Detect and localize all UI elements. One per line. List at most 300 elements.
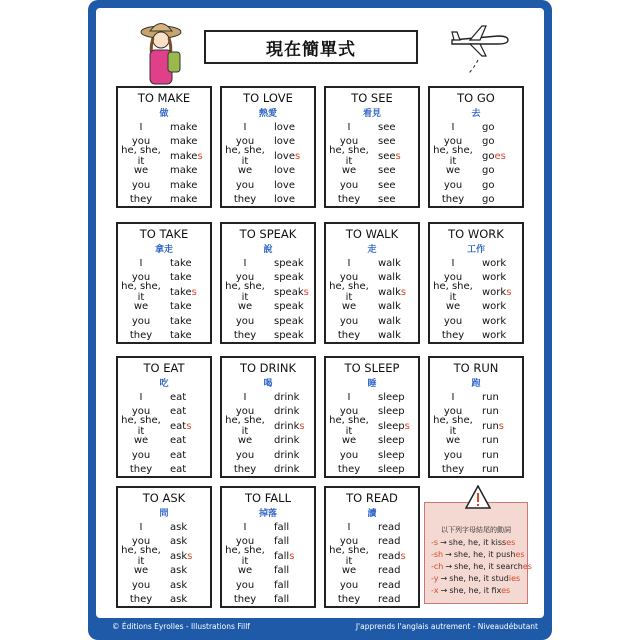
verb-form: see	[378, 121, 396, 133]
verb-translation: 說	[263, 245, 273, 255]
pronoun: they	[129, 594, 153, 606]
pronoun: we	[237, 435, 253, 447]
pronoun: I	[139, 391, 143, 403]
third-person-ending: s	[191, 286, 197, 298]
pronoun: they	[337, 194, 361, 206]
conjugation-row	[118, 593, 210, 608]
verb-form: speak	[274, 330, 304, 342]
third-person-ending: s	[187, 550, 193, 562]
conjugation-table	[430, 120, 522, 207]
conjugation-row	[430, 390, 522, 405]
verb-form: read	[378, 594, 401, 606]
conjugation-row	[430, 415, 522, 438]
pronoun: they	[441, 464, 465, 476]
verb-infinitive: TO MAKE	[137, 91, 191, 105]
verb-card	[428, 86, 524, 208]
verb-form: drink	[274, 391, 300, 403]
rule-example: she, he, it push	[453, 550, 516, 559]
pronoun: we	[445, 301, 461, 313]
verb-form: go	[482, 179, 495, 191]
verb-card	[220, 486, 316, 608]
verb-translation: 吃	[159, 379, 169, 389]
pronoun: they	[337, 330, 361, 342]
verb-form: sees	[378, 150, 401, 162]
verb-form: run	[482, 464, 499, 476]
verb-form: go	[482, 136, 495, 148]
airplane-icon	[448, 22, 512, 78]
pronoun: they	[233, 594, 257, 606]
conjugation-row	[326, 463, 418, 478]
conjugation-row	[430, 448, 522, 463]
rule-ending: es	[506, 538, 516, 547]
conjugation-row	[222, 300, 314, 315]
pronoun: we	[133, 435, 149, 447]
conjugation-row	[222, 329, 314, 344]
spelling-rule	[431, 549, 527, 561]
pronoun: you	[235, 136, 255, 148]
arrow-right-icon: →	[440, 538, 447, 547]
conjugation-row	[222, 164, 314, 179]
verb-infinitive: TO GO	[457, 91, 495, 105]
rule-suffix: -sh	[431, 550, 444, 559]
pronoun: you	[235, 579, 255, 591]
verb-translation: 工作	[466, 245, 485, 255]
pronoun: we	[445, 165, 461, 177]
pronoun: you	[443, 406, 463, 418]
pronoun: you	[339, 449, 359, 461]
spelling-rule	[431, 561, 532, 573]
spelling-rule	[431, 573, 527, 585]
pronoun: you	[131, 272, 151, 284]
rule-ending: ies	[508, 574, 521, 583]
conjugation-row	[118, 193, 210, 208]
pronoun: he, she, it	[433, 281, 473, 304]
verb-form: drink	[274, 449, 300, 461]
conjugation-table	[326, 120, 418, 207]
verb-form: speak	[274, 301, 304, 313]
verb-form: go	[482, 165, 495, 177]
pronoun: they	[233, 464, 257, 476]
third-person-ending: s	[299, 420, 305, 432]
conjugation-row	[326, 164, 418, 179]
conjugation-row	[222, 448, 314, 463]
conjugation-row	[326, 329, 418, 344]
conjugation-row	[430, 164, 522, 179]
verb-form: fall	[274, 536, 290, 548]
verb-translation: 做	[159, 109, 169, 119]
third-person-ending: s	[506, 286, 512, 298]
verb-form: run	[482, 435, 499, 447]
third-person-ending: s	[400, 550, 406, 562]
verb-card	[116, 486, 212, 608]
conjugation-row	[430, 256, 522, 271]
pronoun: he, she, it	[121, 281, 161, 304]
verb-translation: 問	[159, 509, 169, 519]
pronoun: I	[347, 391, 351, 403]
conjugation-table	[326, 256, 418, 343]
pronoun: you	[131, 406, 151, 418]
pronoun: they	[441, 330, 465, 342]
verb-form: drink	[274, 464, 300, 476]
conjugation-row	[222, 520, 314, 535]
pronoun: we	[341, 165, 357, 177]
conjugation-row	[430, 329, 522, 344]
verb-infinitive: TO TAKE	[139, 227, 189, 241]
conjugation-table	[222, 520, 314, 607]
pronoun: I	[243, 121, 247, 133]
verb-form: drink	[274, 435, 300, 447]
verb-form: walk	[378, 272, 401, 284]
verb-form: falls	[274, 550, 295, 562]
conjugation-row	[326, 300, 418, 315]
verb-form: ask	[170, 565, 188, 577]
verb-form: sleep	[378, 435, 405, 447]
pronoun: you	[235, 315, 255, 327]
conjugation-row	[118, 164, 210, 179]
verb-translation: 去	[471, 109, 481, 119]
pronoun: you	[339, 179, 359, 191]
pronoun: you	[339, 536, 359, 548]
conjugation-row	[430, 193, 522, 208]
pronoun: he, she, it	[225, 545, 265, 568]
conjugation-table	[118, 120, 210, 207]
conjugation-row	[118, 281, 210, 304]
conjugation-row	[222, 120, 314, 135]
pronoun: you	[443, 179, 463, 191]
verb-form: ask	[170, 594, 188, 606]
verb-form: fall	[274, 565, 290, 577]
conjugation-table	[430, 256, 522, 343]
verb-form: go	[482, 121, 495, 133]
verb-translation: 掉落	[258, 509, 277, 519]
conjugation-row	[222, 564, 314, 579]
verb-form: speak	[274, 257, 304, 269]
conjugation-row	[326, 520, 418, 535]
rule-suffix: -ch	[431, 562, 444, 571]
pronoun: I	[139, 257, 143, 269]
verb-form: take	[170, 315, 192, 327]
conjugation-row	[326, 390, 418, 405]
pronoun: I	[347, 121, 351, 133]
pronoun: they	[129, 464, 153, 476]
pronoun: you	[131, 179, 151, 191]
pronoun: you	[131, 536, 151, 548]
conjugation-row	[326, 256, 418, 271]
conjugation-row	[118, 256, 210, 271]
verb-form: make	[170, 121, 198, 133]
page-title: 現在簡單式	[204, 30, 418, 64]
pronoun: I	[451, 257, 455, 269]
arrow-right-icon: →	[440, 574, 448, 583]
pronoun: he, she, it	[433, 145, 473, 168]
conjugation-row	[430, 145, 522, 168]
conjugation-row	[118, 178, 210, 193]
pronoun: we	[133, 565, 149, 577]
verb-form: drinks	[274, 420, 305, 432]
third-person-ending: s	[294, 150, 301, 162]
conjugation-table	[222, 256, 314, 343]
verb-form: makes	[170, 150, 203, 162]
pronoun: we	[237, 565, 253, 577]
footer-credit: © Éditions Eyrolles - Illustrations Fillf	[112, 622, 250, 631]
pronoun: I	[139, 121, 143, 133]
pronoun: they	[233, 330, 257, 342]
verb-form: sleep	[378, 464, 405, 476]
verb-form: go	[482, 194, 495, 206]
conjugation-row	[222, 256, 314, 271]
conjugation-row	[326, 193, 418, 208]
pronoun: he, she, it	[121, 415, 161, 438]
pronoun: you	[443, 136, 463, 148]
verb-form: works	[482, 286, 512, 298]
verb-translation: 睡	[367, 379, 377, 389]
verb-form: ask	[170, 579, 188, 591]
verb-form: run	[482, 391, 499, 403]
pronoun: we	[237, 165, 253, 177]
verb-form: sleep	[378, 406, 405, 418]
conjugation-row	[326, 145, 418, 168]
rule-example: she, he, it search	[454, 562, 523, 571]
verb-form: ask	[170, 521, 188, 533]
verb-form: fall	[274, 579, 290, 591]
conjugation-row	[222, 281, 314, 304]
verb-card	[324, 86, 420, 208]
pronoun: we	[237, 301, 253, 313]
verb-form: take	[170, 330, 192, 342]
conjugation-table	[326, 390, 418, 477]
verb-form: run	[482, 449, 499, 461]
third-person-ending: s	[404, 420, 410, 432]
third-person-ending: es	[494, 150, 506, 162]
verb-form: sleeps	[378, 420, 410, 432]
pronoun: I	[243, 257, 247, 269]
verb-form: eat	[170, 464, 187, 476]
conjugation-row	[118, 578, 210, 593]
pronoun: I	[451, 121, 455, 133]
verb-form: walks	[378, 286, 407, 298]
verb-form: work	[482, 272, 507, 284]
conjugation-table	[118, 256, 210, 343]
verb-form: love	[274, 136, 295, 148]
rule-suffix: -y	[431, 574, 439, 583]
spelling-rules-title: 以下列字母結尾的動詞	[441, 526, 511, 534]
verb-card	[116, 356, 212, 478]
pronoun: he, she, it	[225, 145, 265, 168]
verb-card	[324, 222, 420, 344]
rule-ending: es	[515, 550, 525, 559]
verb-card	[220, 356, 316, 478]
arrow-right-icon: →	[445, 562, 453, 571]
verb-card	[324, 486, 420, 608]
rule-example: she, he, it fix	[449, 586, 502, 595]
verb-form: work	[482, 257, 507, 269]
verb-form: read	[378, 579, 401, 591]
verb-form: eat	[170, 449, 187, 461]
footer-series: J'apprends l'anglais autrement - Niveaudébutant	[355, 622, 538, 631]
verb-infinitive: TO RUN	[453, 361, 499, 375]
pronoun: I	[347, 257, 351, 269]
pronoun: I	[243, 521, 247, 533]
conjugation-row	[222, 545, 314, 568]
pronoun: you	[339, 272, 359, 284]
pronoun: you	[131, 579, 151, 591]
conjugation-row	[326, 178, 418, 193]
verb-translation: 熱愛	[258, 109, 277, 119]
verb-form: speak	[274, 315, 304, 327]
conjugation-row	[326, 281, 418, 304]
pronoun: they	[129, 194, 153, 206]
conjugation-row	[118, 314, 210, 329]
conjugation-row	[222, 390, 314, 405]
verb-form: reads	[378, 550, 406, 562]
verb-form: eat	[170, 391, 187, 403]
conjugation-row	[430, 300, 522, 315]
conjugation-row	[118, 300, 210, 315]
conjugation-row	[326, 448, 418, 463]
third-person-ending: s	[303, 286, 309, 298]
verb-infinitive: TO WALK	[345, 227, 399, 241]
verb-form: takes	[170, 286, 197, 298]
pronoun: he, she, it	[121, 545, 161, 568]
verb-form: runs	[482, 420, 505, 432]
pronoun: they	[233, 194, 257, 206]
third-person-ending: s	[498, 420, 505, 432]
verb-card	[324, 356, 420, 478]
verb-form: read	[378, 521, 401, 533]
verb-infinitive: TO DRINK	[239, 361, 297, 375]
arrow-right-icon: →	[445, 550, 452, 559]
verb-card	[116, 86, 212, 208]
verb-form: make	[170, 165, 198, 177]
spelling-rules-box	[424, 502, 532, 604]
conjugation-row	[326, 120, 418, 135]
conjugation-row	[430, 120, 522, 135]
verb-form: walk	[378, 330, 401, 342]
verb-form: work	[482, 330, 507, 342]
verb-form: walk	[378, 301, 401, 313]
pronoun: they	[337, 594, 361, 606]
verb-form: sleep	[378, 449, 405, 461]
rule-example: she, he, it kiss	[448, 538, 507, 547]
spelling-rules-list	[431, 537, 532, 597]
pronoun: you	[131, 315, 151, 327]
verb-infinitive: TO SEE	[351, 91, 393, 105]
rule-ending: es	[501, 586, 511, 595]
verb-card	[428, 356, 524, 478]
warning-icon	[465, 485, 491, 509]
conjugation-row	[222, 434, 314, 449]
pronoun: he, she, it	[329, 145, 369, 168]
conjugation-table	[222, 120, 314, 207]
conjugation-row	[430, 281, 522, 304]
third-person-ending: s	[197, 150, 203, 162]
verb-infinitive: TO SPEAK	[239, 227, 297, 241]
verb-form: see	[378, 136, 396, 148]
verb-form: fall	[274, 594, 290, 606]
pronoun: you	[235, 272, 255, 284]
verb-translation: 走	[367, 245, 377, 255]
conjugation-table	[326, 520, 418, 607]
verb-form: take	[170, 301, 192, 313]
verb-infinitive: TO FALL	[245, 491, 291, 505]
verb-form: goes	[482, 150, 506, 162]
conjugation-row	[118, 390, 210, 405]
pronoun: you	[131, 449, 151, 461]
pronoun: he, she, it	[329, 415, 369, 438]
verb-form: read	[378, 536, 401, 548]
pronoun: we	[133, 165, 149, 177]
conjugation-table	[118, 390, 210, 477]
verb-form: fall	[274, 521, 290, 533]
conjugation-table	[118, 520, 210, 607]
conjugation-row	[326, 545, 418, 568]
pronoun: they	[337, 464, 361, 476]
pronoun: you	[443, 449, 463, 461]
verb-form: sleep	[378, 391, 405, 403]
conjugation-row	[222, 415, 314, 438]
pronoun: I	[451, 391, 455, 403]
conjugation-row	[326, 564, 418, 579]
conjugation-row	[118, 329, 210, 344]
conjugation-row	[118, 463, 210, 478]
pronoun: you	[339, 136, 359, 148]
conjugation-row	[118, 434, 210, 449]
pronoun: he, she, it	[121, 145, 161, 168]
conjugation-row	[222, 314, 314, 329]
conjugation-row	[430, 314, 522, 329]
pronoun: you	[339, 315, 359, 327]
pronoun: they	[129, 330, 153, 342]
verb-form: take	[170, 257, 192, 269]
pronoun: we	[133, 301, 149, 313]
pronoun: they	[441, 194, 465, 206]
verb-translation: 拿走	[154, 245, 173, 255]
verb-form: love	[274, 121, 295, 133]
verb-infinitive: TO LOVE	[243, 91, 293, 105]
pronoun: we	[341, 435, 357, 447]
verb-form: read	[378, 565, 401, 577]
verb-form: loves	[274, 150, 301, 162]
verb-infinitive: TO EAT	[143, 361, 185, 375]
third-person-ending: s	[395, 150, 401, 162]
conjugation-row	[118, 520, 210, 535]
verb-form: see	[378, 165, 396, 177]
verb-card	[220, 86, 316, 208]
verb-form: love	[274, 165, 295, 177]
pronoun: he, she, it	[225, 415, 265, 438]
verb-form: love	[274, 194, 295, 206]
verb-form: speak	[274, 272, 304, 284]
verb-form: make	[170, 136, 198, 148]
verb-form: walk	[378, 315, 401, 327]
conjugation-row	[118, 564, 210, 579]
conjugation-row	[118, 545, 210, 568]
pronoun: you	[235, 406, 255, 418]
verb-translation: 喝	[263, 379, 273, 389]
conjugation-row	[118, 145, 210, 168]
verb-infinitive: TO WORK	[448, 227, 504, 241]
verb-form: make	[170, 194, 198, 206]
verb-infinitive: TO SLEEP	[344, 361, 400, 375]
conjugation-row	[430, 463, 522, 478]
pronoun: you	[339, 406, 359, 418]
verb-form: ask	[170, 536, 188, 548]
verb-card	[116, 222, 212, 344]
verb-form: make	[170, 179, 198, 191]
conjugation-row	[222, 193, 314, 208]
verb-translation: 讀	[367, 509, 377, 519]
pronoun: we	[445, 435, 461, 447]
